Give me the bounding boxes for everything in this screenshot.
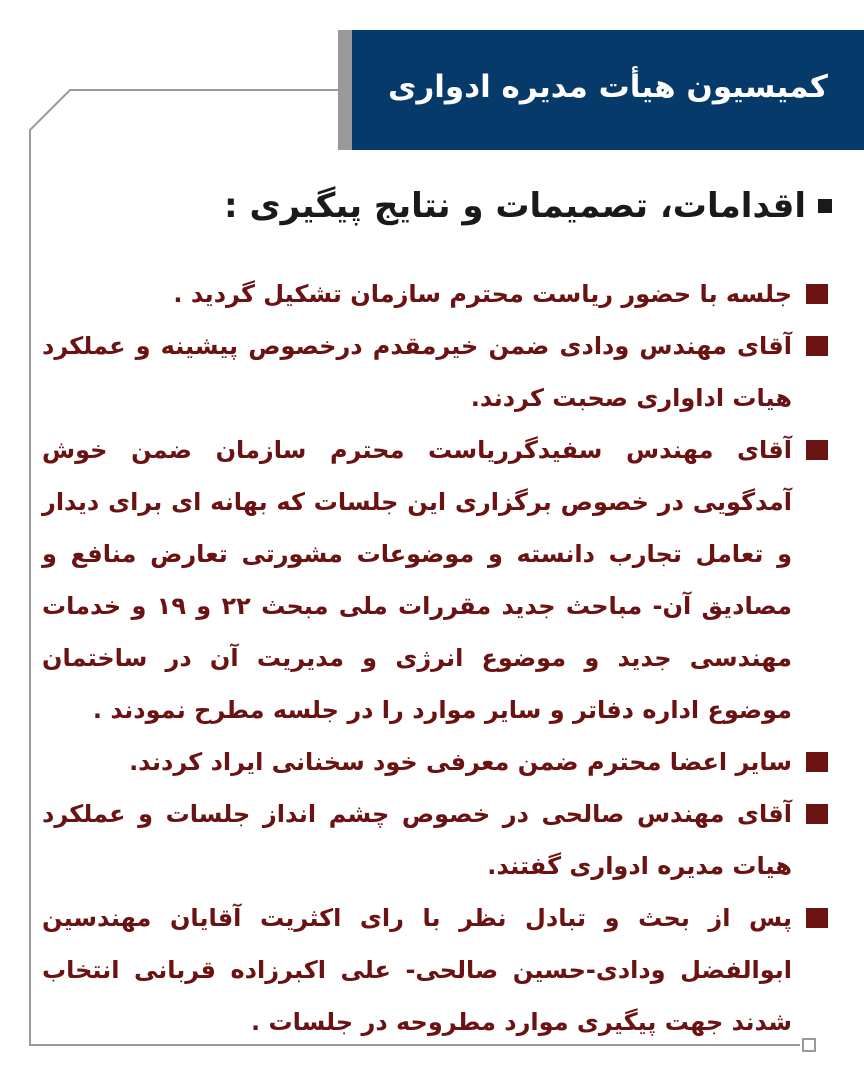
bullet-square-icon [806, 908, 828, 928]
list-item [42, 268, 828, 320]
list-item [42, 892, 828, 1048]
bullet-square-icon [806, 804, 828, 824]
list-item [42, 424, 828, 736]
list-item [42, 320, 828, 424]
list-item-text: آقای مهندس سفیدگرریاست محترم سازمان ضمن خوش آمدگویی در خصوص برگزاری این جلسات که بهانه ای برای دیدار و تعامل تجارب دانسته و موضوعات مشورتی تعارض منافع و مصادیق آن- مباحث جدید مقررات ملی مبحث ۲۲ و ۱۹ و خدمات مهندسی جدید و موضوع انرژی و مدیریت آن در ساختمان موضوع اداره دفاتر و سایر موارد را در جلسه مطرح نمودند . [42, 436, 792, 724]
list-item-text: جلسه با حضور ریاست محترم سازمان تشکیل گردید . [173, 280, 792, 308]
bullet-square-icon [806, 752, 828, 772]
section-heading [224, 186, 832, 226]
list-item-text: سایر اعضا محترم ضمن معرفی خود سخنانی ایراد کردند. [129, 748, 792, 776]
bullet-square-icon [806, 336, 828, 356]
list-item-text: پس از بحث و تبادل نظر با رای اکثریت آقایان مهندسین ابوالفضل ودادی-حسین صالحی- علی اکبرزاده قربانی انتخاب شدند جهت پیگیری موارد مطروحه در جلسات . [42, 904, 792, 1036]
list-item-text: آقای مهندس صالحی در خصوص چشم انداز جلسات و عملکرد هیات مدیره ادواری گفتند. [42, 800, 792, 880]
list-item [42, 788, 828, 892]
list-item [42, 736, 828, 788]
bullet-square-icon [806, 284, 828, 304]
bullet-square-icon [806, 440, 828, 460]
content-list [42, 268, 828, 1048]
page-title: کمیسیون هیأت مدیره ادواری [388, 69, 828, 105]
heading-bullet-icon [818, 199, 832, 213]
header-banner [352, 30, 864, 150]
list-item-text: آقای مهندس ودادی ضمن خیرمقدم درخصوص پیشینه و عملکرد هیات اداواری صحبت کردند. [42, 332, 792, 412]
section-heading-text: اقدامات، تصمیمات و نتایج پیگیری : [224, 186, 806, 226]
